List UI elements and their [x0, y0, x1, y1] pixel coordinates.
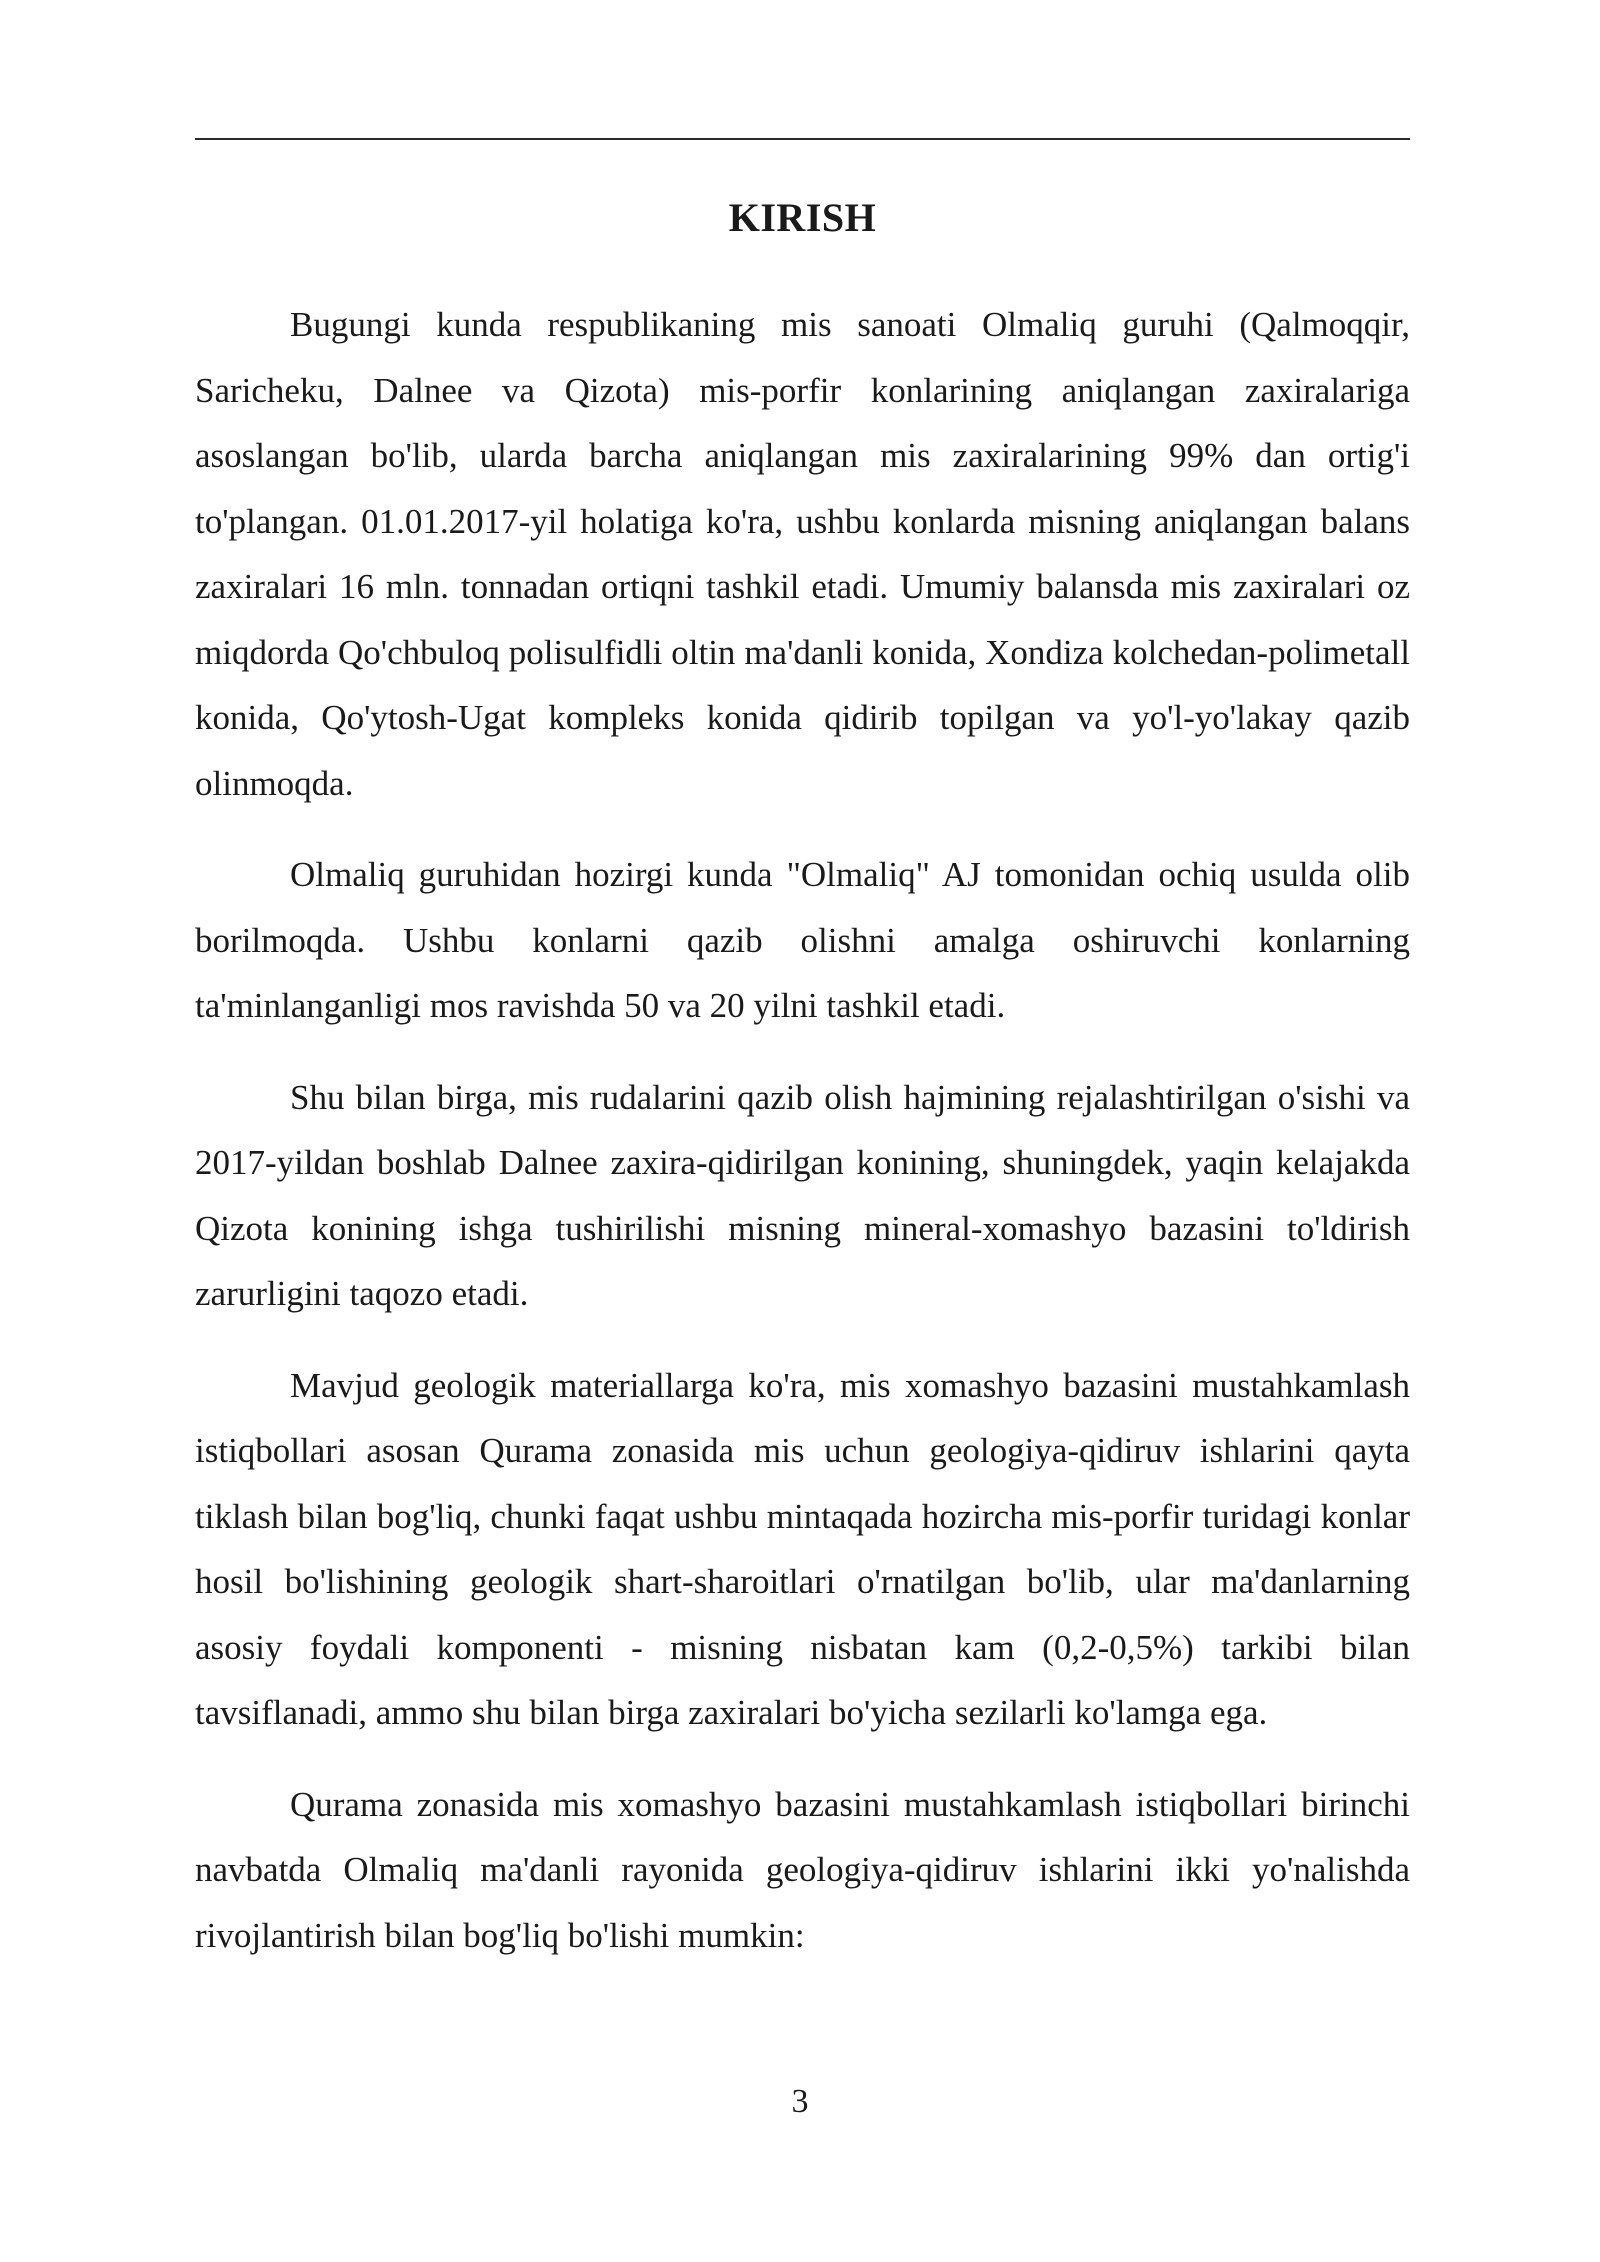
paragraph-5: Qurama zonasida mis xomashyo bazasini mustahkamlash istiqbollari birinchi navbatda Olmaliq ma'danli rayonida geologiya-qidiruv ishlarini ikki yo'nalishda rivojlantirish bilan bog'liq bo'lishi mumkin: [195, 1784, 1410, 1955]
paragraph-4: Mavjud geologik materiallarga ko'ra, mis xomashyo bazasini mustahkamlash istiqbollari asosan Qurama zonasida mis uchun geologiya-qidiruv ishlarini qayta tiklash bilan bog'liq, chunki faqat ushbu mintaqada hozircha mis-porfir turidagi konlar hosil bo'lishining geologik shart-sharoitlari o'rnatilgan bo'lib, ular ma'danlarning asosiy foydali komponenti - misning nisbatan kam (0,2-0,5%) tarkibi bilan tavsiflanadi, ammo shu bilan birga zaxiralari bo'yicha sezilarli ko'lamga ega. [195, 1365, 1410, 1732]
header-rule [195, 138, 1410, 140]
paragraph-2: Olmaliq guruhidan hozirgi kunda "Olmaliq" AJ tomonidan ochiq usulda olib borilmoqda. Ushbu konlarni qazib olishni amalga oshiruvchi konlarning ta'minlanganligi mos ravishda 50 va 20 yilni tashkil etadi. [195, 855, 1410, 1025]
page-number: 3 [791, 2083, 809, 2120]
section-title: KIRISH [728, 195, 877, 240]
paragraph-3: Shu bilan birga, mis rudalarini qazib olish hajmining rejalashtirilgan o'sishi va 2017-yildan boshlab Dalnee zaxira-qidirilgan konining, shuningdek, yaqin kelajakda Qizota konining ishga tushirilishi misning mineral-xomashyo bazasini to'ldirish zarurligini taqozo etadi. [195, 1077, 1410, 1313]
body-text [195, 292, 1410, 1994]
paragraph-1: Bugungi kunda respublikaning mis sanoati Olmaliq guruhi (Qalmoqqir, Saricheku, Dalnee va Qizota) mis-porfir konlarining aniqlangan zaxiralariga asoslangan bo'lib, ularda barcha aniqlangan mis zaxiralarining 99% dan ortig'i to'plangan. 01.01.2017-yil holatiga ko'ra, ushbu konlarda misning aniqlangan balans zaxiralari 16 mln. tonnadan ortiqni tashkil etadi. Umumiy balansda mis zaxiralari oz miqdorda Qo'chbuloq polisulfidli oltin ma'danli konida, Xondiza kolchedan-polimetall konida, Qo'ytosh-Ugat kompleks konida qidirib topilgan va yo'l-yo'lakay qazib olinmoqda. [195, 305, 1410, 803]
